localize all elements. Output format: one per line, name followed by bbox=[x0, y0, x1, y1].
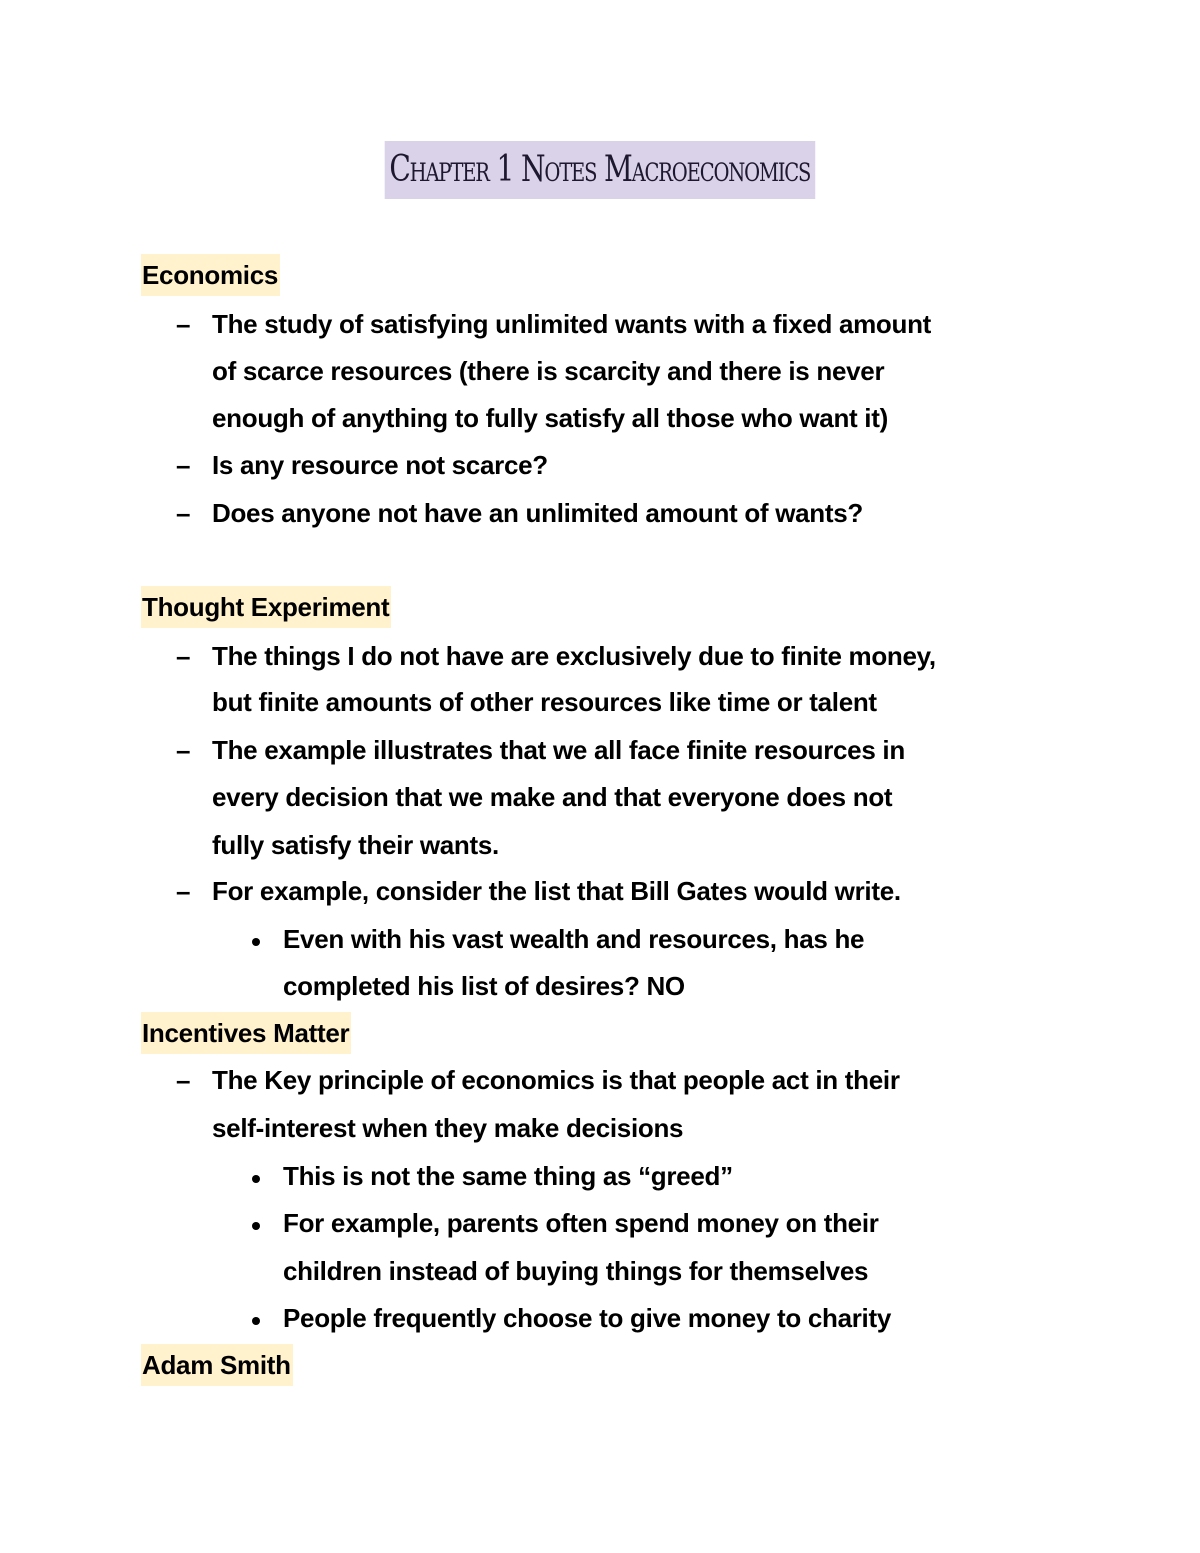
heading-thought-experiment: Thought Experiment bbox=[141, 586, 391, 628]
dash-bullet: – bbox=[176, 735, 191, 765]
thought-line-3: The example illustrates that we all face finite resources in bbox=[212, 735, 905, 765]
incentives-subline-1: This is not the same thing as “greed” bbox=[283, 1161, 733, 1191]
heading-incentives-matter: Incentives Matter bbox=[141, 1012, 351, 1054]
bullet-dot bbox=[252, 1317, 260, 1325]
incentives-subline-4: People frequently choose to give money to charity bbox=[283, 1303, 891, 1333]
thought-line-4: every decision that we make and that everyone does not bbox=[212, 782, 893, 812]
thought-line-1: The things I do not have are exclusively due to finite money, bbox=[212, 641, 936, 671]
dash-bullet: – bbox=[176, 498, 191, 528]
bullet-dot bbox=[252, 1222, 260, 1230]
thought-subline-2: completed his list of desires? NO bbox=[283, 971, 685, 1001]
dash-bullet: – bbox=[176, 641, 191, 671]
incentives-subline-2: For example, parents often spend money on their bbox=[283, 1208, 879, 1238]
dash-bullet: – bbox=[176, 450, 191, 480]
dash-bullet: – bbox=[176, 1065, 191, 1095]
incentives-line-1: The Key principle of economics is that people act in their bbox=[212, 1065, 900, 1095]
incentives-line-2: self-interest when they make decisions bbox=[212, 1113, 684, 1143]
economics-line-1: The study of satisfying unlimited wants with a fixed amount bbox=[212, 309, 932, 339]
heading-adam-smith: Adam Smith bbox=[141, 1344, 293, 1386]
heading-economics: Economics bbox=[141, 254, 280, 296]
thought-subline-1: Even with his vast wealth and resources, has he bbox=[283, 924, 865, 954]
dash-bullet: – bbox=[176, 309, 191, 339]
dash-bullet: – bbox=[176, 876, 191, 906]
economics-line-2: of scarce resources (there is scarcity and there is never bbox=[212, 356, 885, 386]
bullet-dot bbox=[252, 938, 260, 946]
thought-line-2: but finite amounts of other resources like time or talent bbox=[212, 687, 877, 717]
economics-line-5: Does anyone not have an unlimited amount of wants? bbox=[212, 498, 863, 528]
thought-line-6: For example, consider the list that Bill Gates would write. bbox=[212, 876, 901, 906]
bullet-dot bbox=[252, 1175, 260, 1183]
incentives-subline-3: children instead of buying things for themselves bbox=[283, 1256, 869, 1286]
page-title: Chapter 1 Notes Macroeconomics bbox=[385, 141, 815, 199]
economics-line-4: Is any resource not scarce? bbox=[212, 450, 548, 480]
economics-line-3: enough of anything to fully satisfy all those who want it) bbox=[212, 403, 888, 433]
thought-line-5: fully satisfy their wants. bbox=[212, 830, 499, 860]
